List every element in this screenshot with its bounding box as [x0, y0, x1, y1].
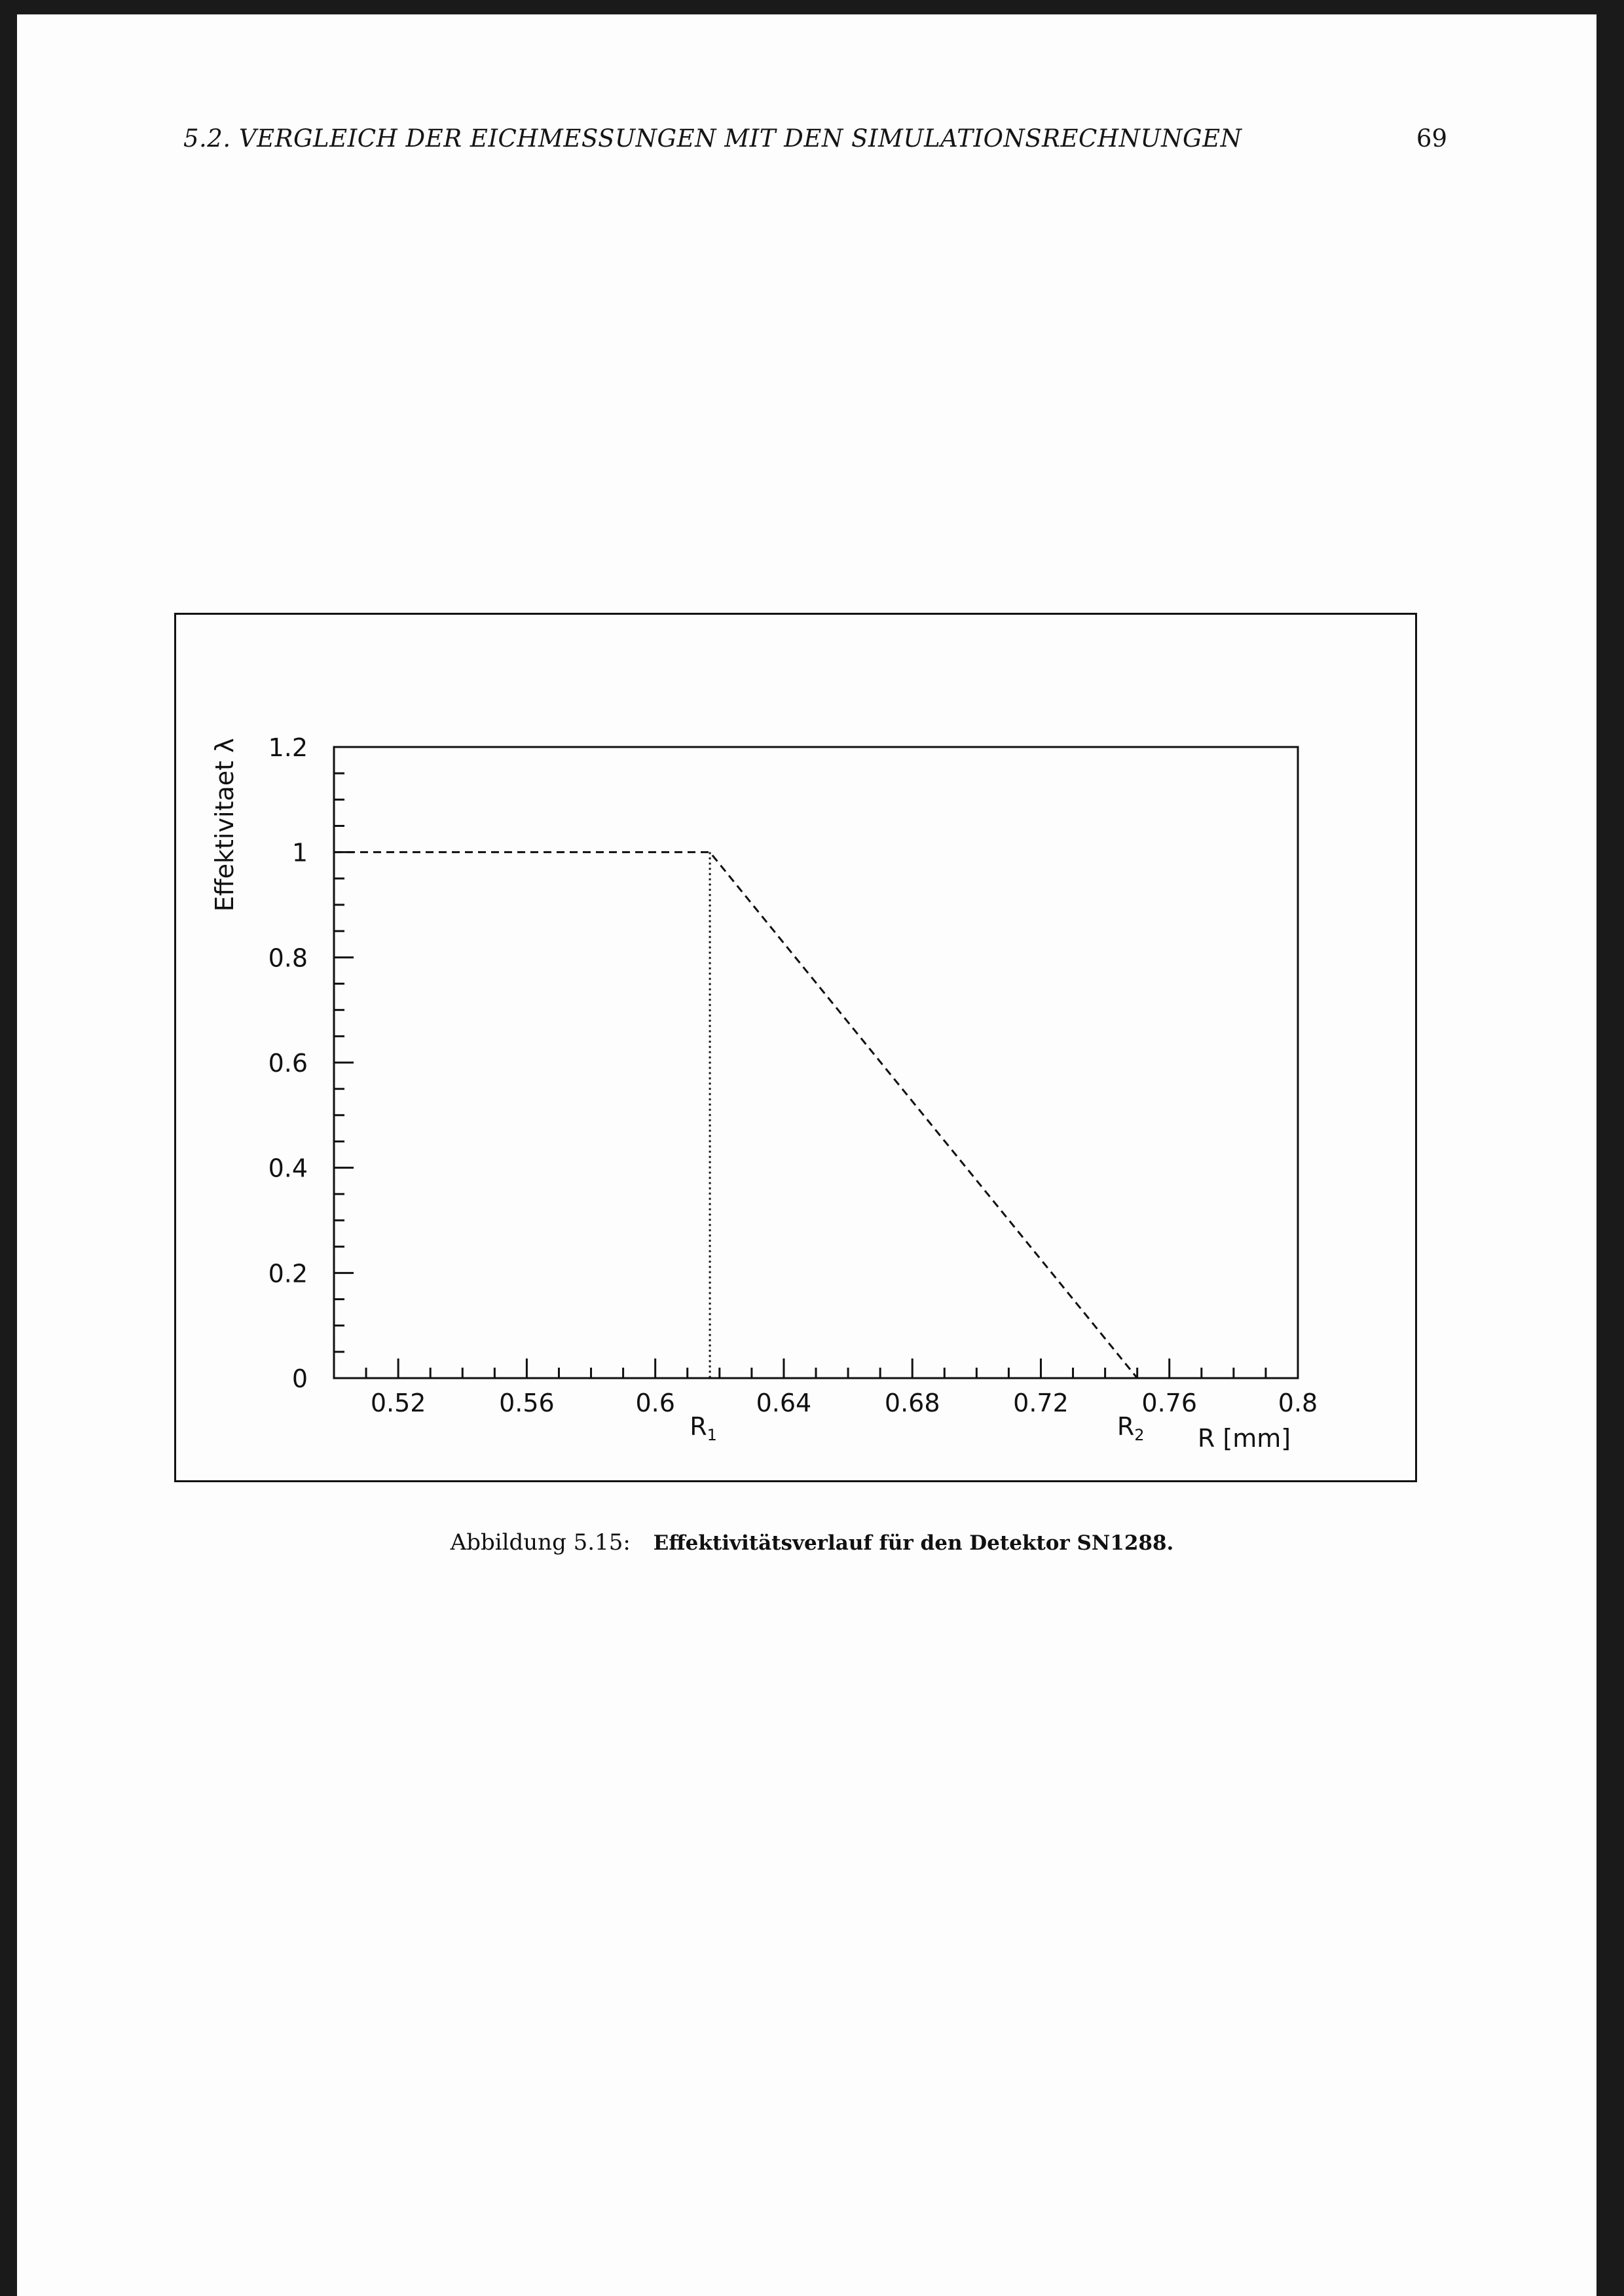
y-tick-label: 0.6 — [268, 1049, 308, 1078]
y-axis-label: Effektivitaet λ — [210, 738, 239, 912]
x-tick-label: 0.8 — [1278, 1389, 1318, 1417]
r1-label: $R_1$ — [690, 1412, 717, 1444]
x-tick-label: 0.52 — [370, 1389, 426, 1417]
x-tick-label: 0.68 — [884, 1389, 940, 1417]
caption-text: Effektivitätsverlauf für den Detektor SN1288. — [653, 1531, 1174, 1555]
x-tick-label: 0.72 — [1013, 1389, 1069, 1417]
caption-label: Abbildung 5.15: — [450, 1529, 631, 1556]
x-tick-label: 0.6 — [635, 1389, 675, 1417]
page-number: 69 — [1416, 124, 1447, 153]
section-title: 5.2. VERGLEICH DER EICHMESSUNGEN MIT DEN SIMULATIONSRECHNUNGEN — [183, 124, 1242, 153]
y-tick-label: 0.8 — [268, 943, 308, 973]
r2-label: $R_2$ — [1116, 1412, 1145, 1444]
x-tick-label: 0.76 — [1141, 1389, 1198, 1417]
y-tick-label: 1 — [291, 838, 308, 867]
y-tick-label: 0.4 — [268, 1154, 308, 1183]
x-tick-label: 0.64 — [756, 1389, 812, 1417]
x-axis-label: R [mm] — [1197, 1424, 1291, 1453]
x-tick-label: 0.56 — [499, 1389, 555, 1417]
figure-caption — [0, 1529, 1624, 1556]
y-tick-label: 1.2 — [268, 733, 308, 762]
y-tick-label: 0 — [291, 1364, 308, 1393]
y-tick-label: 0.2 — [268, 1259, 308, 1288]
effectivity-curve — [334, 852, 1137, 1378]
plot-area-frame — [334, 747, 1298, 1378]
